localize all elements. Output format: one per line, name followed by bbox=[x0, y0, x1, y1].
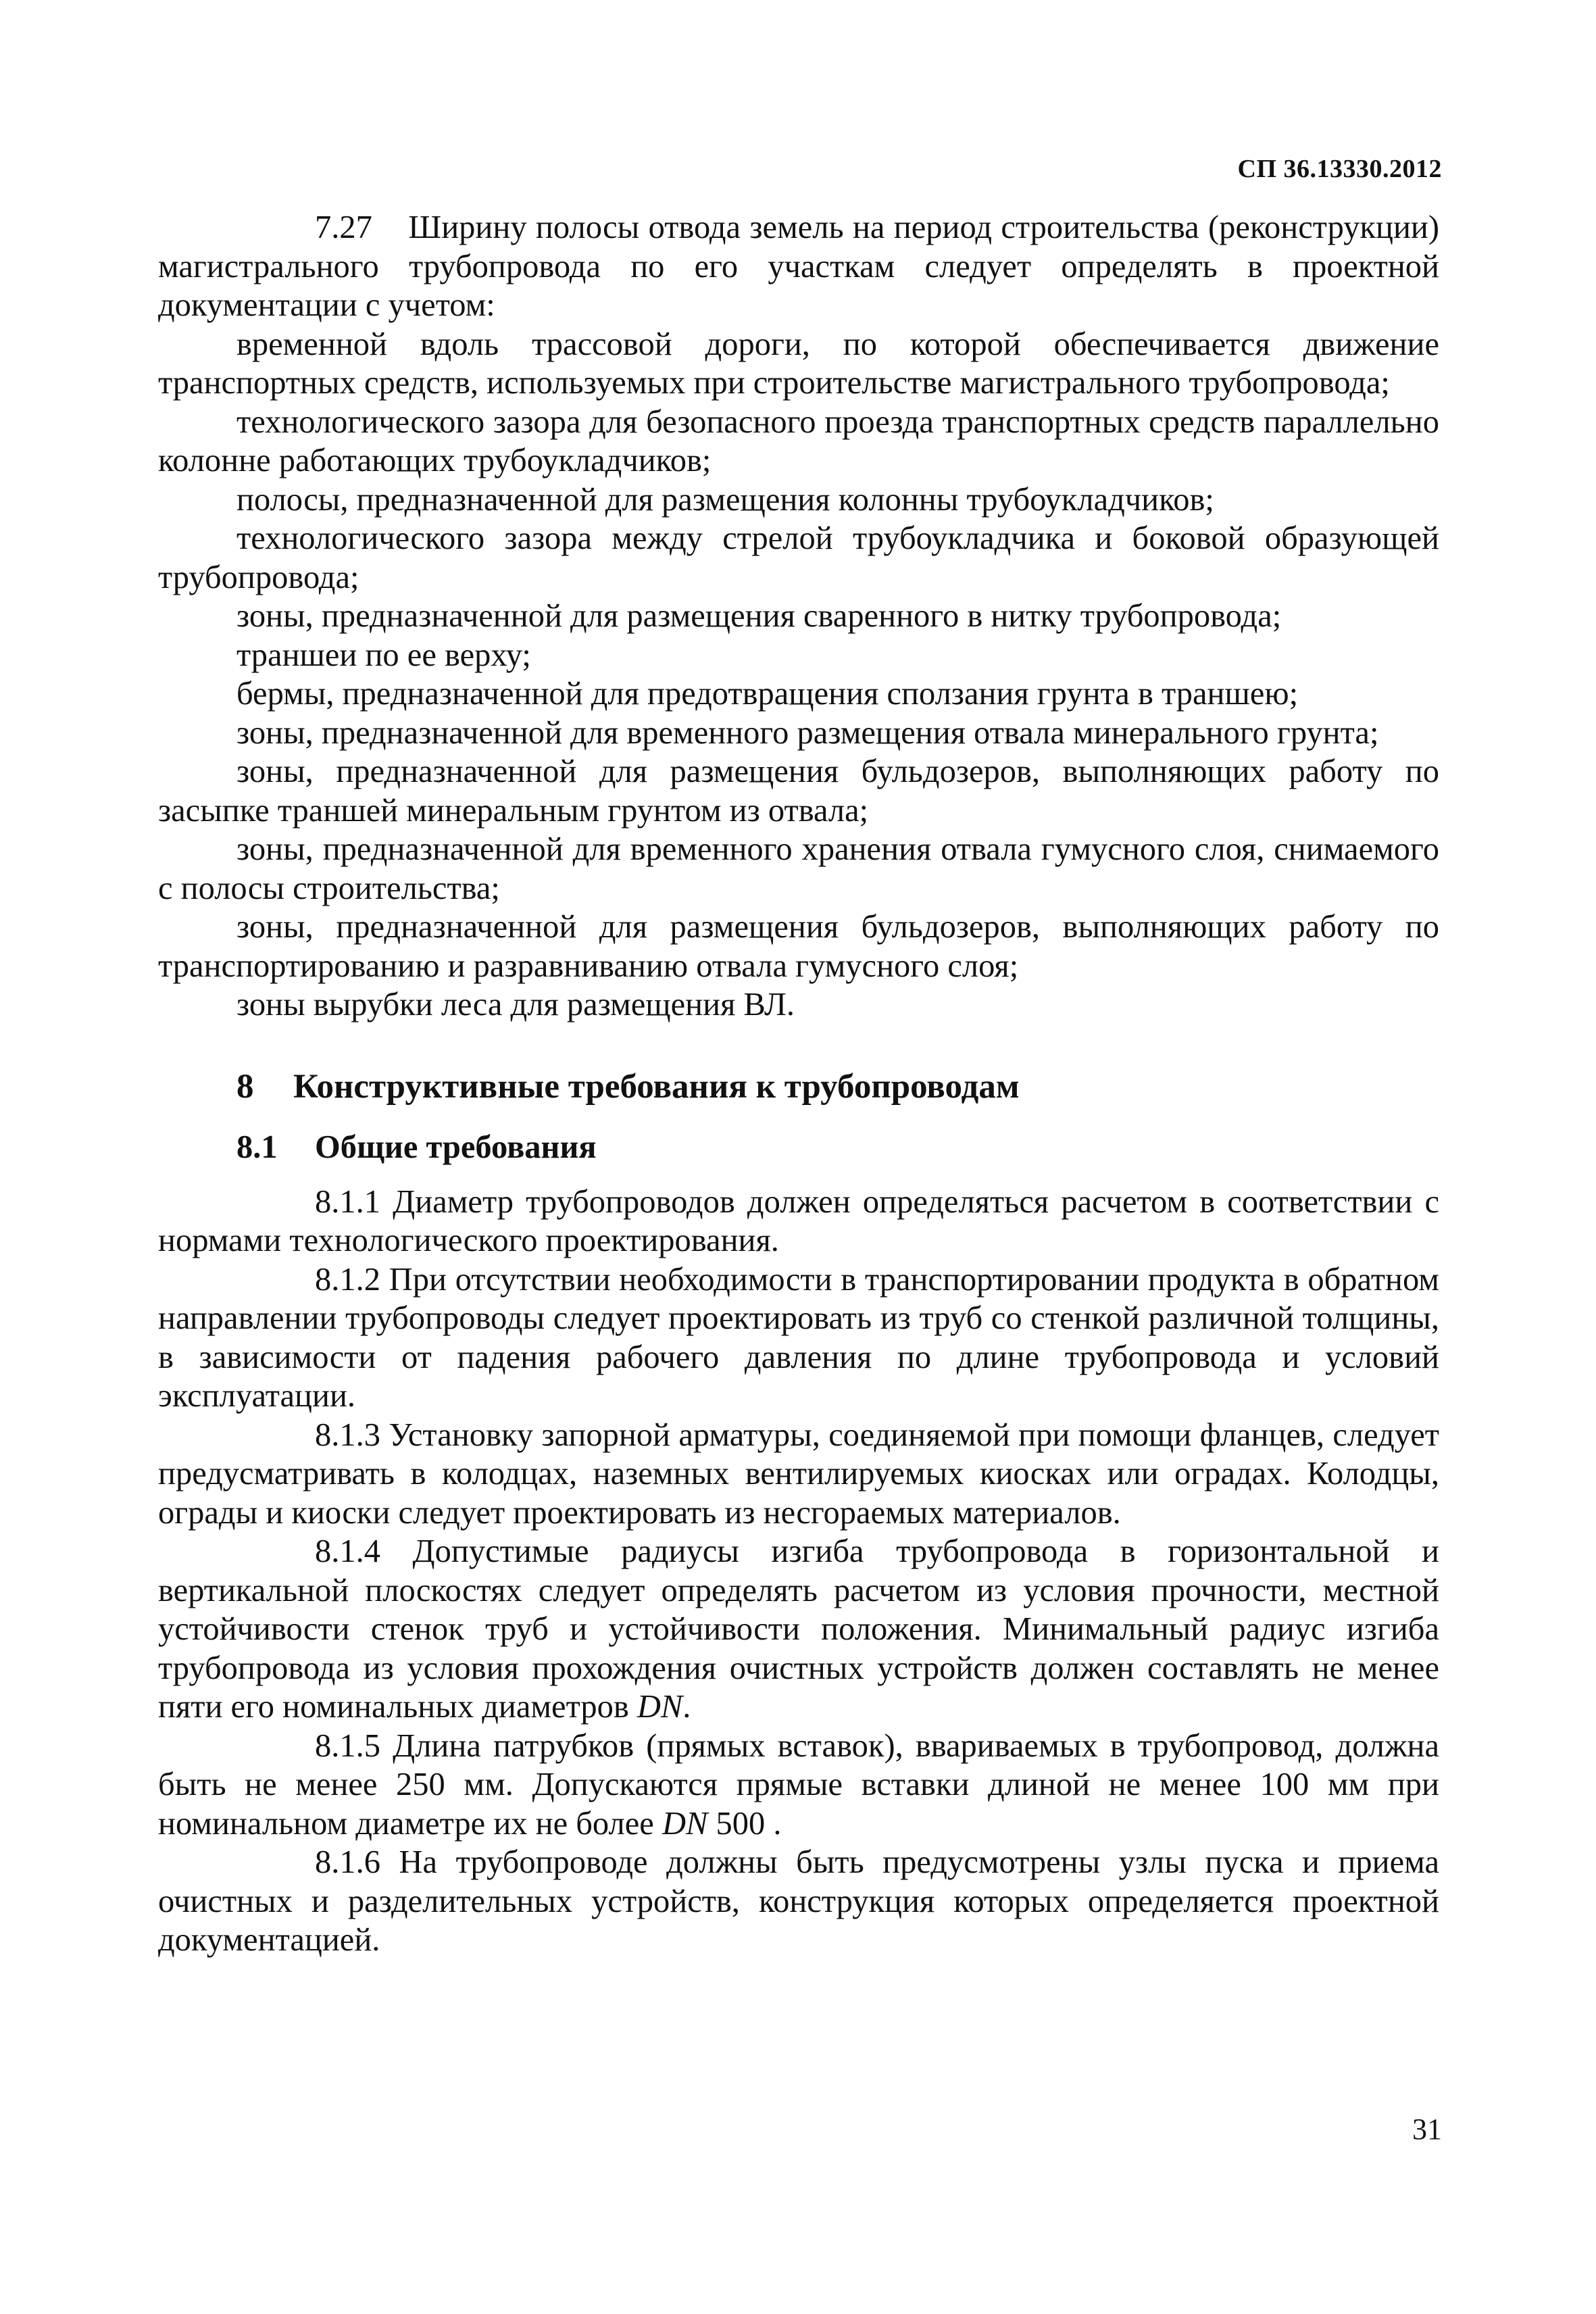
list-item: зоны, предназначенной для размещения бульдозеров, выполняющих работу по засыпке траншей минеральным грунтом из отвала; bbox=[158, 754, 1439, 829]
clause-8-1-4 bbox=[158, 1532, 1439, 1727]
clause-text: При отсутствии необходимости в транспортировании продукта в обратном направлении трубопроводы следует проектировать из труб со стенкой различной толщины, в зависимости от падения рабочего давления по длине трубопровода и условий эксплуатации. bbox=[158, 1261, 1439, 1414]
section-heading bbox=[158, 1065, 1439, 1108]
clause-number: 8.1.6 bbox=[315, 1844, 380, 1880]
clause-8-1-2 bbox=[158, 1260, 1439, 1416]
list-item: зоны, предназначенной для временного хранения отвала гумусного слоя, снимаемого с полосы строительства; bbox=[158, 831, 1439, 906]
clause-text: На трубопроводе должны быть предусмотрены узлы пуска и приема очистных и разделительных устройств, конструкция которых определяется проектной документацией. bbox=[158, 1844, 1440, 1958]
clause-8-1-6 bbox=[158, 1843, 1439, 1960]
clause-text: Диаметр трубопроводов должен определяться расчетом в соответствии с нормами технологического проектирования. bbox=[158, 1183, 1439, 1258]
list-item: зоны, предназначенной для размещения бульдозеров, выполняющих работу по транспортированию и разравниванию отвала гумусного слоя; bbox=[158, 909, 1439, 984]
clause-tail: . bbox=[682, 1689, 691, 1725]
clause-tail: 500 . bbox=[707, 1805, 782, 1842]
list-item: зоны вырубки леса для размещения ВЛ. bbox=[236, 987, 795, 1023]
list-item: технологического зазора между стрелой трубоукладчика и боковой образующей трубопровода; bbox=[158, 520, 1439, 595]
list-item: зоны, предназначенной для временного размещения отвала минерального грунта; bbox=[236, 714, 1379, 751]
clause-number: 8.1.2 bbox=[315, 1261, 380, 1298]
clause-8-1-5 bbox=[158, 1727, 1439, 1844]
list-item: технологического зазора для безопасного проезда транспортных средств параллельно колонне работающих трубоукладчиков; bbox=[158, 403, 1439, 478]
dn-symbol: DN bbox=[637, 1689, 683, 1725]
page-number: 31 bbox=[1412, 2113, 1442, 2146]
subsection-title: Общие требования bbox=[315, 1129, 597, 1165]
clause-number: 8.1.1 bbox=[315, 1183, 380, 1220]
clause-8-1-3 bbox=[158, 1416, 1439, 1533]
clause-text: Длина патрубков (прямых вставок), ввариваемых в трубопровод, должна быть не менее 250 мм. Допускаются прямые вставки длиной не менее 100 мм при номинальном диаметре их не более bbox=[158, 1727, 1440, 1842]
page-content bbox=[158, 208, 1439, 1960]
clause-8-1-1 bbox=[158, 1183, 1439, 1260]
list-item: бермы, предназначенной для предотвращения сползания грунта в траншею; bbox=[236, 676, 1299, 712]
clause-text: Допустимые радиусы изгиба трубопровода в горизонтальной и вертикальной плоскостях следует определять расчетом из условия прочности, местной устойчивости стенок труб и устойчивости положения. Минимальный радиус изгиба трубопровода из условия прохождения очистных устройств должен составлять не менее пяти его номинальных диаметров bbox=[158, 1533, 1440, 1725]
list-item: полосы, предназначенной для размещения колонны трубоукладчиков; bbox=[236, 481, 1214, 518]
list-item: траншеи по ее верху; bbox=[236, 637, 531, 673]
subsection-heading bbox=[158, 1127, 1439, 1168]
list-item: зоны, предназначенной для размещения сваренного в нитку трубопровода; bbox=[236, 598, 1282, 634]
document-code: СП 36.13330.2012 bbox=[1237, 155, 1442, 183]
clause-number: 8.1.4 bbox=[315, 1533, 380, 1569]
clause-text: Установку запорной арматуры, соединяемой при помощи фланцев, следует предусматривать в колодцах, наземных вентилируемых киосках или оградах. Колодцы, ограды и киоски следует проектировать из несгораемых материалов. bbox=[158, 1417, 1440, 1531]
clause-7-27 bbox=[158, 208, 1439, 325]
subsection-number: 8.1 bbox=[236, 1129, 278, 1165]
clause-number: 7.27 bbox=[315, 210, 372, 245]
clause-text: Ширину полосы отвода земель на период строительства (реконструкции) магистрального трубопровода по его участкам следует определять в проектной документации с учетом: bbox=[158, 210, 1440, 323]
dn-symbol: DN bbox=[662, 1805, 708, 1842]
section-title: Конструктивные требования к трубопроводам bbox=[293, 1067, 1020, 1106]
clause-number: 8.1.3 bbox=[315, 1417, 380, 1453]
clause-number: 8.1.5 bbox=[315, 1727, 380, 1764]
list-item: временной вдоль трассовой дороги, по которой обеспечивается движение транспортных средств, используемых при строительстве магистрального трубопровода; bbox=[158, 326, 1439, 401]
section-number: 8 bbox=[236, 1067, 254, 1106]
